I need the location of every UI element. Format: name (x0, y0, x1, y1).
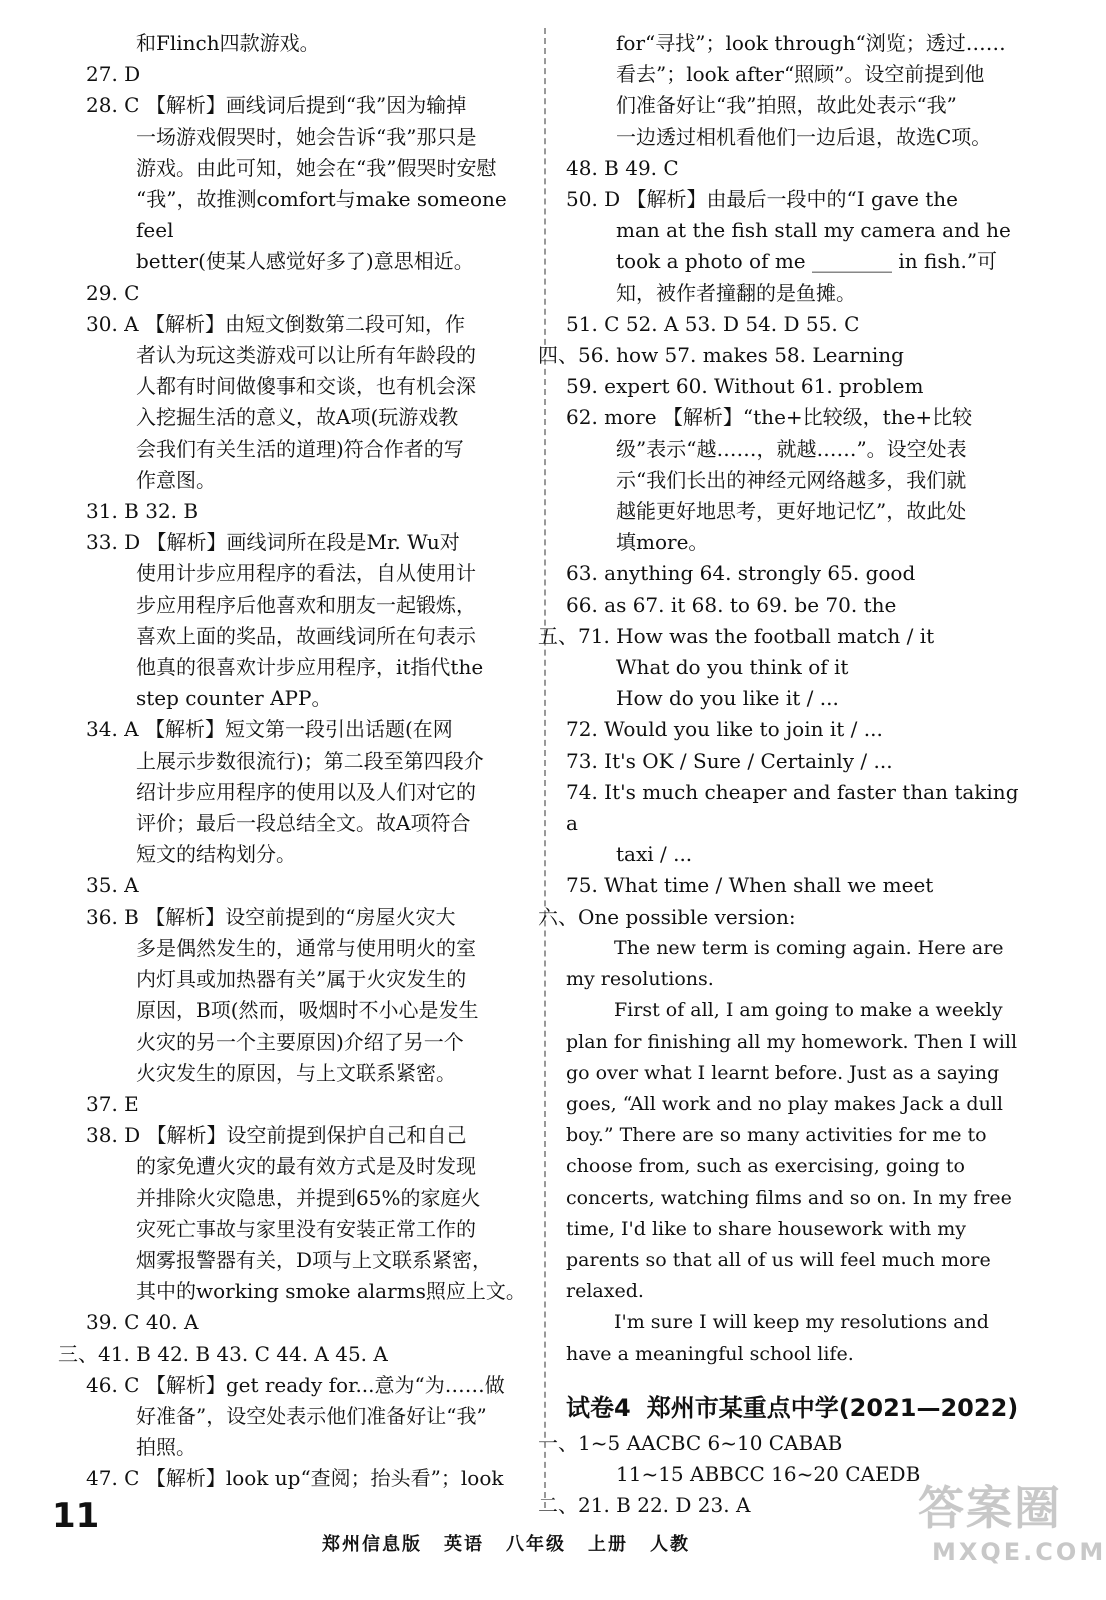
left-line: 34. A 【解析】短文第一段引出话题(在网 (86, 717, 453, 742)
left-line: 和Flinch四款游戏。 (136, 31, 320, 55)
right-line: man at the fish stall my camera and he (616, 218, 1011, 243)
left-line: 火灾的另一个主要原因)介绍了另一个 (136, 1029, 464, 1054)
left-line: 会我们有关生活的道理)符合作者的写 (136, 436, 464, 461)
left-line: 火灾发生的原因，与上文联系紧密。 (136, 1060, 456, 1085)
right-line: How do you like it / ... (616, 686, 839, 711)
right-line: 一边透过相机看他们一边后退，故选C项。 (616, 124, 992, 149)
test-label: 试卷4 (566, 1393, 631, 1422)
footer-info (322, 1530, 712, 1556)
model-essay (566, 933, 1034, 1370)
left-line: 他真的很喜欢计步应用程序，it指代the (136, 655, 484, 680)
right-line: 越能更好地思考，更好地记忆”，故此处 (616, 499, 967, 524)
left-line: 者认为玩这类游戏可以让所有年龄段的 (136, 343, 476, 368)
right-line: What do you think of it (616, 655, 849, 680)
left-line: 38. D 【解析】设空前提到保护自己和自己 (86, 1123, 467, 1148)
test4-line: 二、21. B 22. D 23. A (538, 1493, 751, 1518)
left-line: 人都有时间做傻事和交谈，也有机会深 (136, 374, 476, 399)
left-line: 47. C 【解析】look up“查阅；抬头看”；look (86, 1466, 504, 1491)
right-line: 看去”；look after“照顾”。设空前提到他 (616, 62, 985, 87)
right-line: 51. C 52. A 53. D 54. D 55. C (566, 311, 860, 336)
page-number: 11 (52, 1496, 100, 1536)
left-line: 37. E (86, 1091, 139, 1116)
footer-item: 上册 (588, 1534, 628, 1555)
right-column (538, 28, 1034, 1521)
left-line: 上展示步数很流行)；第二段至第四段介 (136, 748, 484, 773)
left-line: 入挖掘生活的意义，故A项(玩游戏教 (136, 405, 459, 430)
essay-paragraph: I'm sure I will keep my resolutions and have a meaningful school life. (566, 1311, 989, 1365)
essay-paragraph: First of all, I am going to make a weekly plan for finishing all my homework. Then I will go over what I learnt before. Just as a saying goes, “All work and no play makes Jack a dull boy.” There are so many activities for me to choose from, such as exercising, going to concerts, watching films and so on. In my free time, I'd like to share housework with my parents so that all of us will feel much more relaxed. (566, 999, 1018, 1303)
right-line: took a photo of me ________ in fish.”可 (616, 249, 998, 274)
left-line: 的家免遭火灾的最有效方式是及时发现 (136, 1154, 476, 1179)
left-line: step counter APP。 (136, 686, 332, 711)
footer-item: 郑州信息版 (322, 1534, 422, 1555)
left-column (58, 28, 526, 1495)
column-divider (544, 28, 546, 1508)
right-line: 五、71. How was the football match / it (538, 623, 935, 648)
watermark-title: 答案圈 (918, 1481, 1062, 1535)
left-line: 短文的结构划分。 (136, 842, 296, 867)
left-line: 29. C (86, 280, 140, 305)
left-line: 28. C 【解析】画线词后提到“我”因为输掉 (86, 93, 467, 118)
left-line: 内灯具或加热器有关”属于火灾发生的 (136, 967, 467, 992)
left-line: 喜欢上面的奖品，故画线词所在句表示 (136, 623, 476, 648)
right-line: 73. It's OK / Sure / Certainly / ... (566, 748, 893, 773)
left-line: 30. A 【解析】由短文倒数第二段可知，作 (86, 311, 465, 336)
right-line: 74. It's much cheaper and faster than taking a (566, 779, 1019, 836)
footer-item: 人教 (650, 1534, 690, 1555)
right-line: 知，被作者撞翻的是鱼摊。 (616, 280, 856, 305)
left-line: 46. C 【解析】get ready for...意为“为……做 (86, 1372, 505, 1397)
test-heading (566, 1388, 1034, 1428)
left-line: 其中的working smoke alarms照应上文。 (136, 1279, 526, 1304)
left-line: 拍照。 (136, 1435, 196, 1460)
left-line: 烟雾报警器有关，D项与上文联系紧密， (136, 1247, 493, 1272)
left-line: 31. B 32. B (86, 499, 199, 524)
right-line: 50. D 【解析】由最后一段中的“I gave the (566, 187, 959, 212)
right-line: 62. more 【解析】“the+比较级，the+比较 (566, 405, 973, 430)
right-answer-lines (538, 28, 1034, 933)
left-line: 三、41. B 42. B 43. C 44. A 45. A (58, 1341, 388, 1366)
footer-item: 英语 (444, 1534, 484, 1555)
test-school: 郑州市某重点中学(2021—2022) (646, 1393, 1019, 1422)
right-line: taxi / ... (616, 842, 693, 867)
left-line: 并排除火灾隐患，并提到65%的家庭火 (136, 1185, 481, 1210)
test4-line: 11~15 ABBCC 16~20 CAEDB (616, 1461, 921, 1486)
left-line: 33. D 【解析】画线词所在段是Mr. Wu对 (86, 530, 460, 555)
right-line: 四、56. how 57. makes 58. Learning (538, 343, 904, 368)
right-line: for“寻找”；look through“浏览；透过…… (616, 31, 1006, 55)
left-line: “我”，故推测comfort与make someone feel (136, 187, 507, 243)
right-line: 示“我们长出的神经元网络越多，我们就 (616, 467, 967, 492)
right-line: 75. What time / When shall we meet (566, 873, 934, 898)
right-line: 59. expert 60. Without 61. problem (566, 374, 924, 399)
left-line: 好准备”，设空处表示他们准备好让“我” (136, 1403, 487, 1428)
left-line: 39. C 40. A (86, 1310, 199, 1335)
right-line: 48. B 49. C (566, 155, 679, 180)
watermark-url: MXQE.COM (932, 1538, 1106, 1566)
right-line: 填more。 (616, 530, 709, 555)
left-line: 多是偶然发生的，通常与使用明火的室 (136, 935, 476, 960)
right-line: 六、One possible version: (538, 904, 796, 929)
right-line: 72. Would you like to join it / ... (566, 717, 883, 742)
left-line: 灾死亡事故与家里没有安装正常工作的 (136, 1216, 476, 1241)
left-line: 评价；最后一段总结全文。故A项符合 (136, 811, 471, 836)
test4-line: 一、1~5 AACBC 6~10 CABAB (538, 1430, 843, 1455)
left-line: better(使某人感觉好多了)意思相近。 (136, 249, 474, 274)
essay-paragraph: The new term is coming again. Here are my resolutions. (566, 936, 1004, 991)
left-line: 步应用程序后他喜欢和朋友一起锻炼， (136, 592, 476, 617)
left-line: 使用计步应用程序的看法，自从使用计 (136, 561, 476, 586)
watermark-logo (918, 1472, 1106, 1590)
left-line: 作意图。 (136, 467, 216, 492)
left-line: 27. D (86, 62, 141, 87)
left-line: 绍计步应用程序的使用以及人们对它的 (136, 779, 476, 804)
left-line: 35. A (86, 873, 139, 898)
right-line: 66. as 67. it 68. to 69. be 70. the (566, 592, 897, 617)
footer-item: 八年级 (506, 1534, 566, 1555)
right-line: 级”表示“越……，就越……”。设空处表 (616, 436, 967, 461)
right-line: 63. anything 64. strongly 65. good (566, 561, 916, 586)
left-line: 原因，B项(然而，吸烟时不小心是发生 (136, 998, 479, 1023)
right-line: 们准备好让“我”拍照，故此处表示“我” (616, 93, 957, 118)
left-line: 一场游戏假哭时，她会告诉“我”那只是 (136, 124, 477, 149)
left-line: 游戏。由此可知，她会在“我”假哭时安慰 (136, 155, 497, 180)
left-line: 36. B 【解析】设空前提到的“房屋火灾大 (86, 904, 456, 929)
